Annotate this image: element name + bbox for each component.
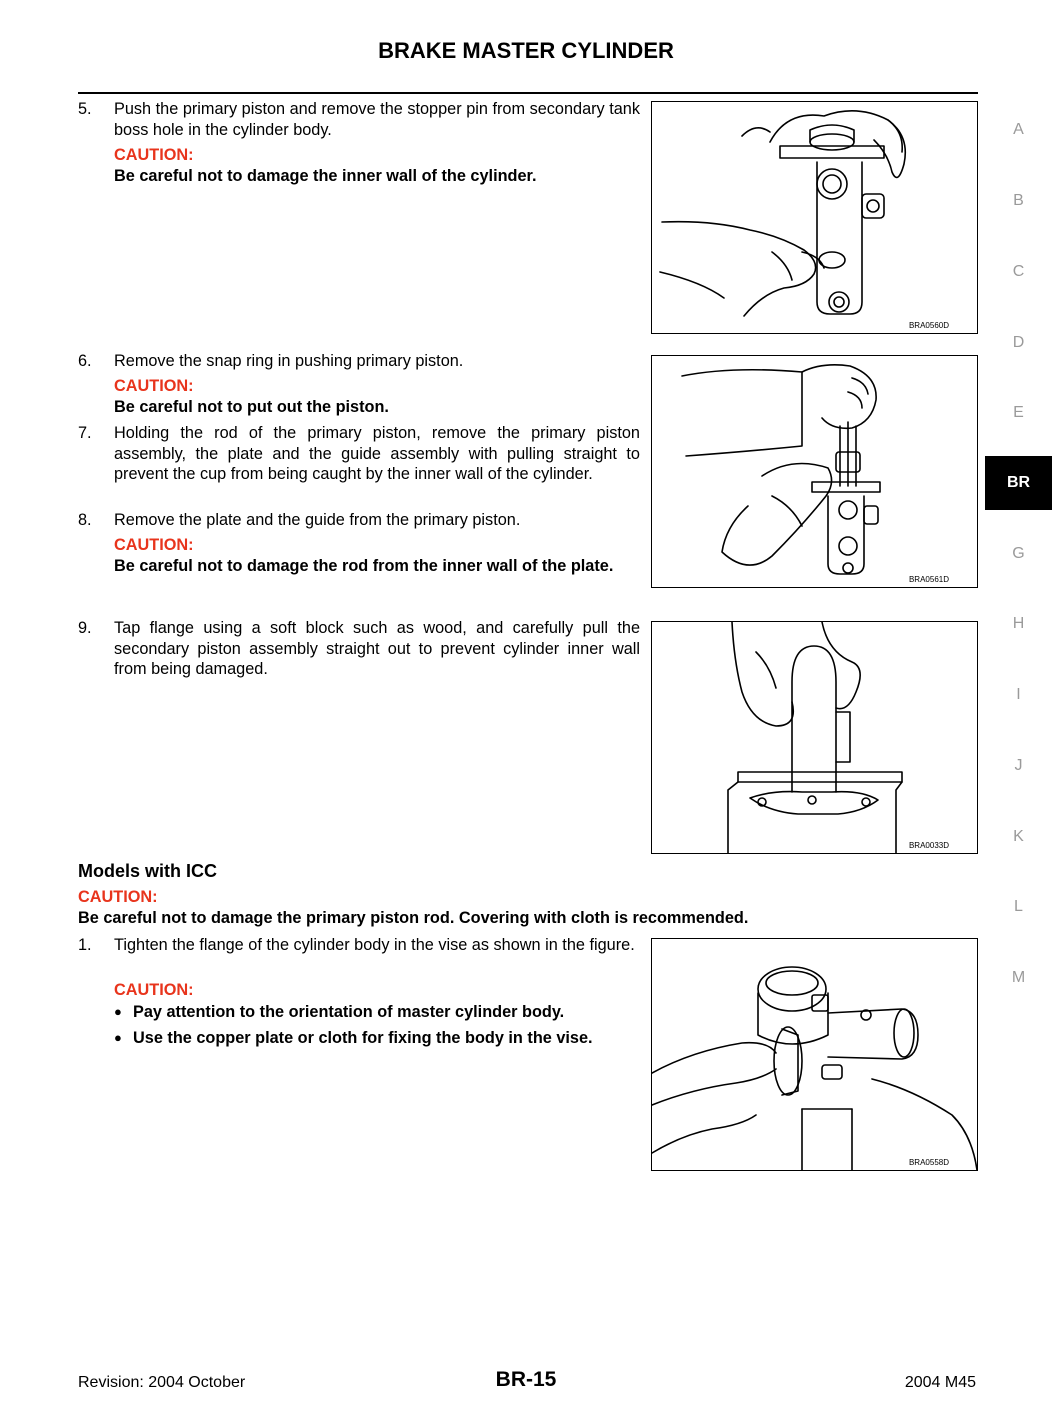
bullet-dot-icon: ● [114,1030,122,1045]
tab-h[interactable]: H [1012,615,1025,632]
step-number: 7. [78,424,92,442]
tab-d[interactable]: D [1012,334,1025,351]
tab-g[interactable]: G [1012,545,1025,562]
tab-j[interactable]: J [1014,757,1023,774]
title-rule [78,92,978,94]
bullet-item [114,1002,640,1023]
figure-vise-mount [651,938,978,1171]
step-number: 6. [78,352,92,370]
caution-label: CAUTION: [114,146,194,164]
caution-label: CAUTION: [114,536,194,554]
bullet-dot-icon: ● [114,1004,122,1019]
step-number: 5. [78,100,92,118]
figure-primary-piston [651,355,978,588]
step-text: Remove the plate and the guide from the primary piston. [114,511,521,529]
step-text: Holding the rod of the primary piston, remove the primary piston assembly, the plate and the guide assembly with pulling straight to prevent the cup from being caught by the inner wall of the cylinder. [114,424,640,483]
step-text: Tap flange using a soft block such as wood, and carefully pull the secondary piston assembly straight out to prevent cylinder inner wall from being damaged. [114,619,640,678]
figure-code: BRA0033D [908,841,949,850]
tab-m[interactable]: M [1011,969,1026,986]
step-6 [78,351,640,372]
footer-page-number: BR-15 [495,1368,557,1391]
tab-c[interactable]: C [1012,263,1025,280]
icc-step-1 [78,935,640,956]
step-5 [78,99,640,140]
caution-note: Be careful not to damage the primary piston rod. Covering with cloth is recommended. [78,909,749,927]
step-number: 8. [78,511,92,529]
step-text: Remove the snap ring in pushing primary piston. [114,352,464,370]
caution-label: CAUTION: [114,981,194,999]
caution-label: CAUTION: [78,888,158,906]
page-title: BRAKE MASTER CYLINDER [378,38,674,63]
caution-note: Be careful not to damage the rod from the inner wall of the plate. [114,557,614,575]
bullet-text: Pay attention to the orientation of master cylinder body. [133,1003,565,1021]
bullet-item [114,1028,640,1049]
step-7 [78,423,640,485]
step-number: 1. [78,936,92,954]
step-text: Push the primary piston and remove the stopper pin from secondary tank boss hole in the cylinder body. [114,100,640,139]
footer-model: 2004 M45 [904,1374,976,1391]
figure-secondary-piston [651,621,978,854]
step-number: 9. [78,619,92,637]
figure-code: BRA0558D [908,1158,949,1167]
figure-code: BRA0560D [908,321,949,330]
illustration [652,622,977,853]
step-text: Tighten the flange of the cylinder body in the vise as shown in the figure. [114,936,635,954]
tab-l[interactable]: L [1014,898,1023,915]
caution-label: CAUTION: [114,377,194,395]
bullet-text: Use the copper plate or cloth for fixing the body in the vise. [133,1029,593,1047]
footer-revision: Revision: 2004 October [78,1374,246,1391]
tab-br[interactable]: BR [985,456,1052,510]
illustration [652,356,977,587]
step-8 [78,510,640,531]
illustration [652,939,977,1170]
caution-note: Be careful not to damage the inner wall of the cylinder. [114,167,537,185]
section-heading: Models with ICC [78,861,217,881]
tab-k[interactable]: K [1013,828,1024,845]
tab-e[interactable]: E [1013,404,1024,421]
illustration [652,102,977,333]
tab-b[interactable]: B [1013,192,1024,209]
figure-stopper-pin [651,101,978,334]
tab-i[interactable]: I [1016,686,1021,703]
caution-note: Be careful not to put out the piston. [114,398,389,416]
figure-code: BRA0561D [908,575,949,584]
tab-a[interactable]: A [1013,121,1024,138]
step-9 [78,618,640,680]
